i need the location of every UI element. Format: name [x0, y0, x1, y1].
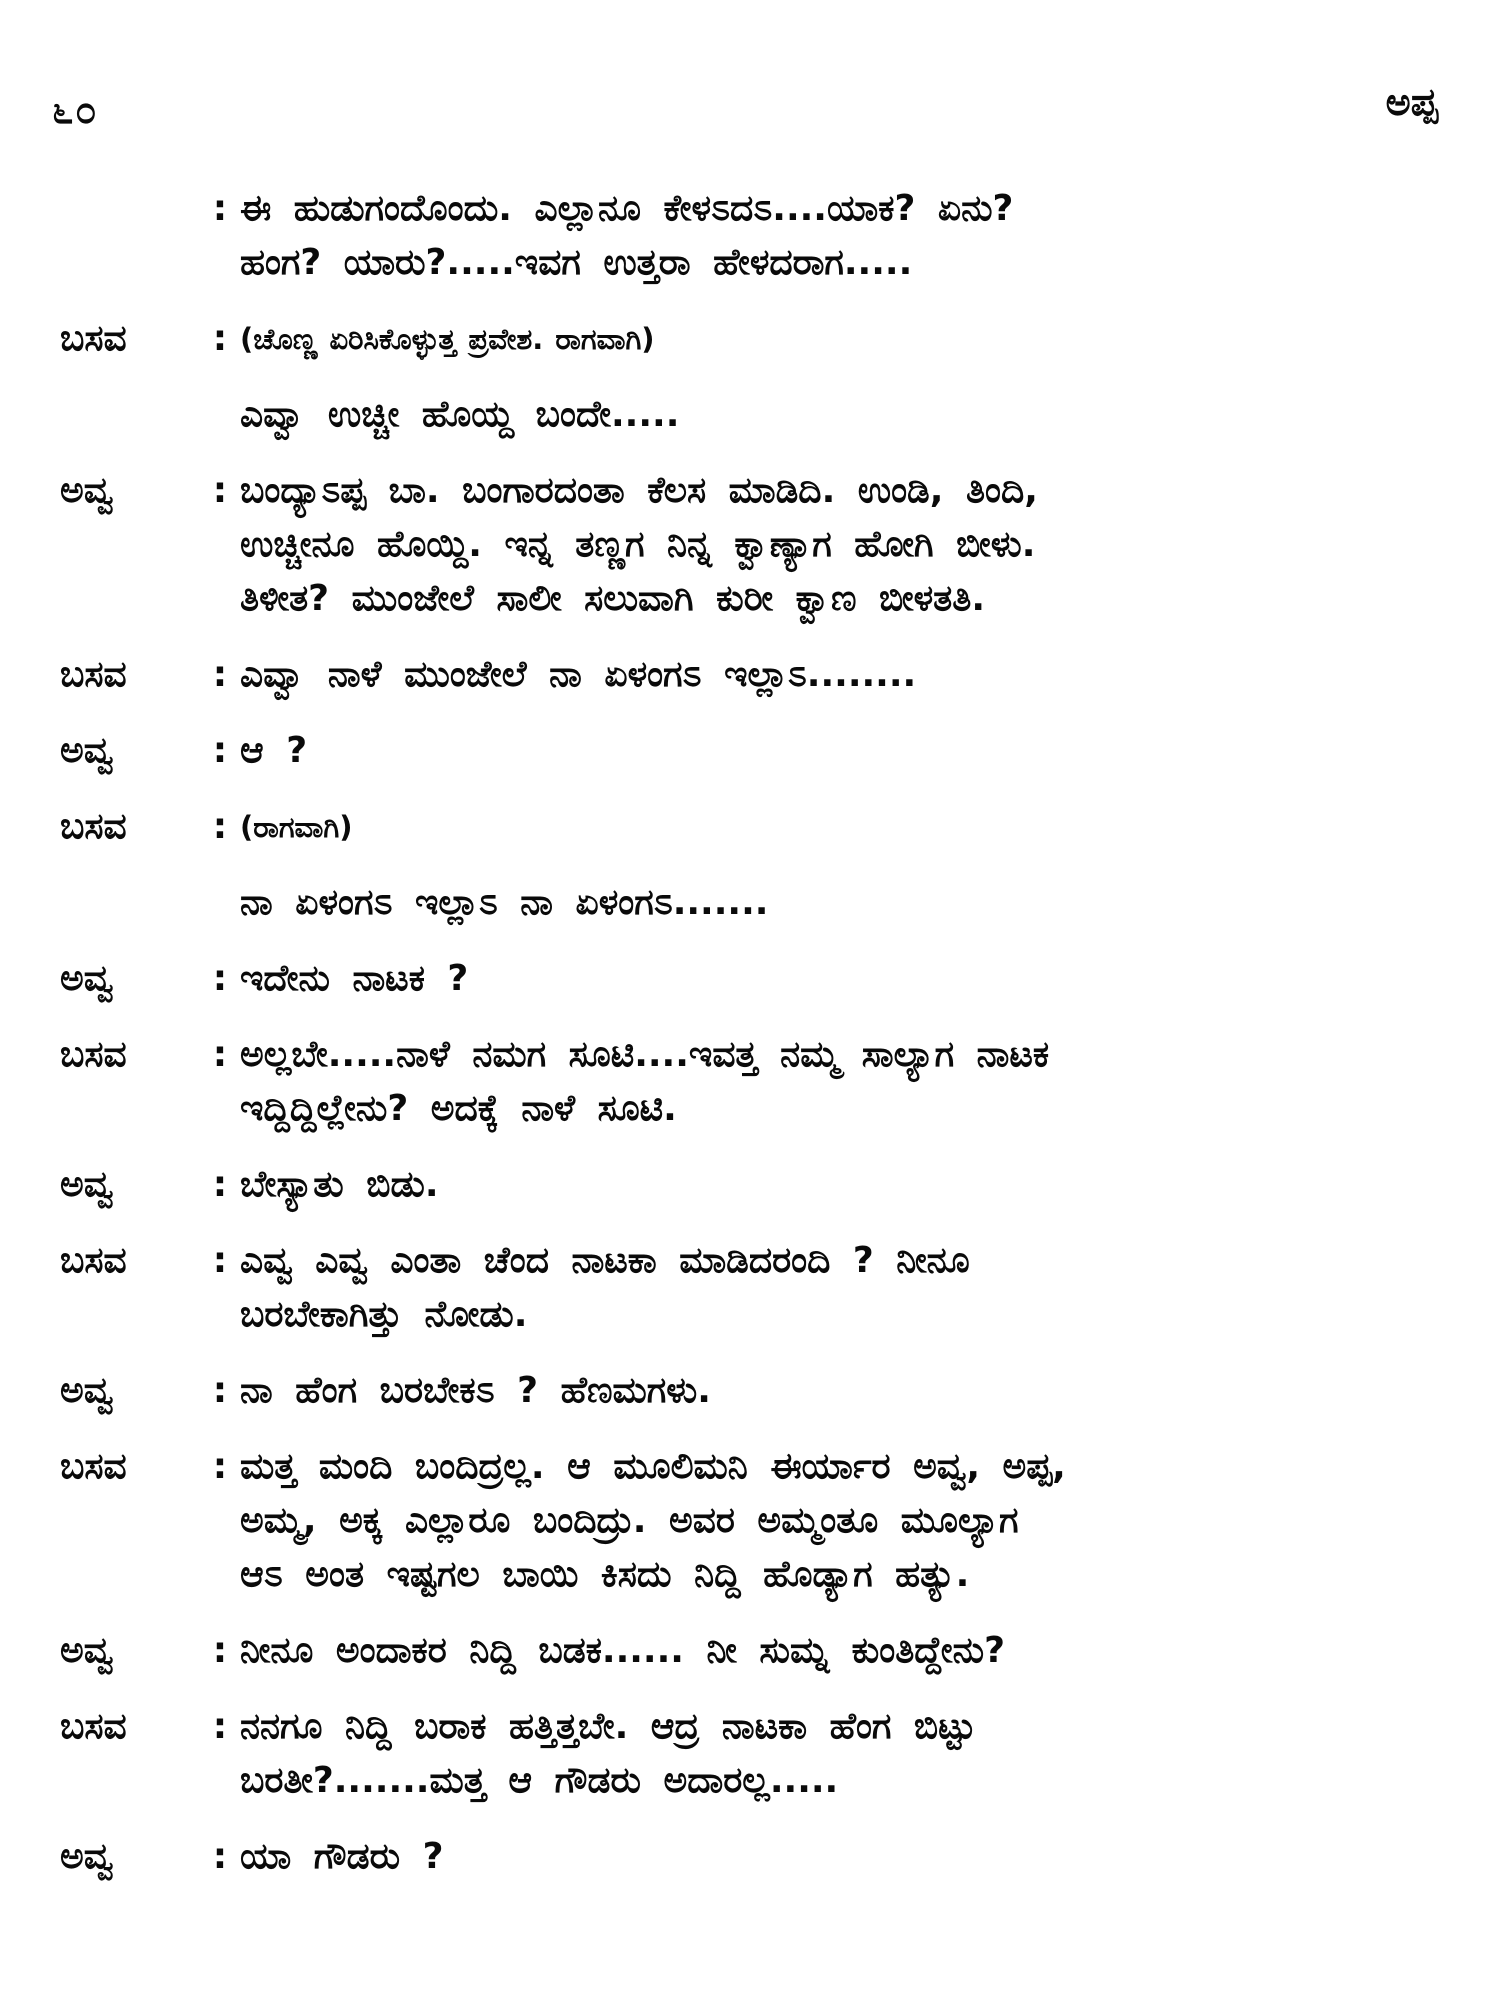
speaker-name: ಬಸವ — [60, 1446, 127, 1487]
dialogue-line — [60, 1028, 1450, 1136]
dialogue-line — [60, 800, 1450, 854]
speaker-colon: : — [212, 188, 228, 229]
speaker-name: ಅವ್ವ — [60, 1836, 114, 1877]
speech-text: ಎವ್ವ ಎವ್ವ ಎಂತಾ ಚೆಂದ ನಾಟಕಾ ಮಾಡಿದರಂದಿ ? ನೀನೂ ಬರಬೇಕಾಗಿತ್ತು ನೋಡು. — [240, 1240, 970, 1335]
dialogue-line — [60, 1440, 1450, 1602]
speaker-name: ಅವ್ವ — [60, 1370, 114, 1411]
dialogue-line — [60, 1158, 1450, 1212]
speech-text: ಆ ? — [240, 730, 308, 771]
speaker-name: ಬಸವ — [60, 1034, 127, 1075]
speaker-colon: : — [212, 1706, 228, 1747]
speech-text: ಯಾ ಗೌಡರು ? — [240, 1836, 444, 1877]
speech-text: ನನಗೂ ನಿದ್ದಿ ಬರಾಕ ಹತ್ತಿತ್ತಬೇ. ಆದ್ರ ನಾಟಕಾ ಹೆಂಗ ಬಿಟ್ಟು ಬರತೀ?.......ಮತ್ತ ಆ ಗೌಡರು ಅದಾರಲ್ಲ..... — [240, 1706, 976, 1801]
speaker-colon: : — [212, 1446, 228, 1487]
speaker-name: ಅವ್ವ — [60, 1630, 114, 1671]
dialogue-line — [60, 724, 1450, 778]
dialogue-line — [60, 1624, 1450, 1678]
page-number: ೬೦ — [52, 88, 99, 132]
running-title: ಅಪ್ಪ — [1385, 80, 1438, 124]
speaker-colon: : — [212, 1836, 228, 1877]
speaker-colon: : — [212, 1164, 228, 1205]
speaker-colon: : — [212, 958, 228, 999]
speaker-name: ಅವ್ವ — [60, 470, 114, 511]
speaker-name: ಅವ್ವ — [60, 730, 114, 771]
speech-text: ನೀನೂ ಅಂದಾಕರ ನಿದ್ದಿ ಬಡಕ...... ನೀ ಸುಮ್ನ ಕುಂತಿದ್ದೇನು? — [240, 1630, 1005, 1671]
dialogue-body — [60, 182, 1450, 1884]
dialogue-line — [60, 312, 1450, 366]
dialogue-line — [60, 952, 1450, 1006]
dialogue-line — [60, 1700, 1450, 1808]
speech-text: ಅಲ್ಲಬೇ.....ನಾಳೆ ನಮಗ ಸೂಟಿ....ಇವತ್ತ ನಮ್ಮ ಸಾಲ್ಯಾಗ ನಾಟಕ ಇದ್ದಿದ್ದಿಲ್ಲೇನು? ಅದಕ್ಕೆ ನಾಳೆ ಸೂಟಿ. — [240, 1034, 1050, 1129]
speaker-colon: : — [212, 470, 228, 511]
dialogue-line — [60, 388, 1450, 442]
speaker-colon: : — [212, 1240, 228, 1281]
dialogue-line — [60, 1364, 1450, 1418]
speaker-colon: : — [212, 318, 228, 359]
speech-text: ಎವ್ವಾ ಉಚ್ಚೀ ಹೊಯ್ದ ಬಂದೇ..... — [240, 394, 680, 435]
speech-text: ಎವ್ವಾ ನಾಳೆ ಮುಂಜೇಲೆ ನಾ ಏಳಂಗಽ ಇಲ್ಲಾಽ........ — [240, 654, 917, 695]
speech-text: ಬೇಸ್ಯಾತು ಬಿಡು. — [240, 1164, 439, 1205]
dialogue-line — [60, 876, 1450, 930]
speaker-colon: : — [212, 1034, 228, 1075]
speaker-name: ಬಸವ — [60, 1706, 127, 1747]
speech-text: ಬಂದ್ಯಾಽಪ್ಪ ಬಾ. ಬಂಗಾರದಂತಾ ಕೆಲಸ ಮಾಡಿದಿ. ಉಂಡಿ, ತಿಂದಿ, ಉಚ್ಚೀನೂ ಹೊಯ್ದಿ. ಇನ್ನ ತಣ್ಣಗ ನಿನ್ನ ಕ್ವಾಣ್ಯಾಗ ಹೋಗಿ ಬೀಳು. ತಿಳೀತ? ಮುಂಜೇಲೆ ಸಾಲೀ ಸಲುವಾಗಿ ಕುರೀ ಕ್ವಾಣ ಬೀಳತತಿ. — [240, 470, 1038, 619]
dialogue-line — [60, 648, 1450, 702]
speech-text: ಈ ಹುಡುಗಂದೊಂದು. ಎಲ್ಲಾನೂ ಕೇಳಽದಽ....ಯಾಕ? ಏನು? ಹಂಗ? ಯಾರು?.....ಇವಗ ಉತ್ತರಾ ಹೇಳದರಾಗ..... — [240, 188, 1014, 283]
speech-text: ಮತ್ತ ಮಂದಿ ಬಂದಿದ್ರಲ್ಲ. ಆ ಮೂಲಿಮನಿ ಈರ್ಯಾರ ಅವ್ವ, ಅಪ್ಪ, ಅಮ್ಮ, ಅಕ್ಕ ಎಲ್ಲಾರೂ ಬಂದಿದ್ರು. ಅವರ ಅಮ್ಮಂತೂ ಮೂಲ್ಯಾಗ ಆಽ ಅಂತ ಇಷ್ಟಗಲ ಬಾಯಿ ಕಿಸದು ನಿದ್ದಿ ಹೊಡ್ಯಾಗ ಹತ್ಯು. — [240, 1446, 1066, 1595]
dialogue-line — [60, 182, 1450, 290]
speaker-colon: : — [212, 1630, 228, 1671]
speech-text: ನಾ ಏಳಂಗಽ ಇಲ್ಲಾಽ ನಾ ಏಳಂಗಽ....... — [240, 882, 769, 923]
speaker-colon: : — [212, 730, 228, 771]
speaker-colon: : — [212, 1370, 228, 1411]
speaker-name: ಬಸವ — [60, 654, 127, 695]
dialogue-line — [60, 464, 1450, 626]
stage-direction: (ರಾಗವಾಗಿ) — [240, 810, 353, 844]
speech-text: ಇದೇನು ನಾಟಕ ? — [240, 958, 469, 999]
speaker-colon: : — [212, 806, 228, 847]
speaker-name: ಬಸವ — [60, 806, 127, 847]
speaker-name: ಬಸವ — [60, 318, 127, 359]
speaker-name: ಅವ್ವ — [60, 958, 114, 999]
speaker-name: ಬಸವ — [60, 1240, 127, 1281]
speaker-name: ಅವ್ವ — [60, 1164, 114, 1205]
stage-direction: (ಚೊಣ್ಣ ಏರಿಸಿಕೊಳ್ಳುತ್ತ ಪ್ರವೇಶ. ರಾಗವಾಗಿ) — [240, 322, 655, 356]
speaker-colon: : — [212, 654, 228, 695]
dialogue-line — [60, 1234, 1450, 1342]
dialogue-line — [60, 1830, 1450, 1884]
speech-text: ನಾ ಹೆಂಗ ಬರಬೇಕಽ ? ಹೆಣಮಗಳು. — [240, 1370, 711, 1411]
